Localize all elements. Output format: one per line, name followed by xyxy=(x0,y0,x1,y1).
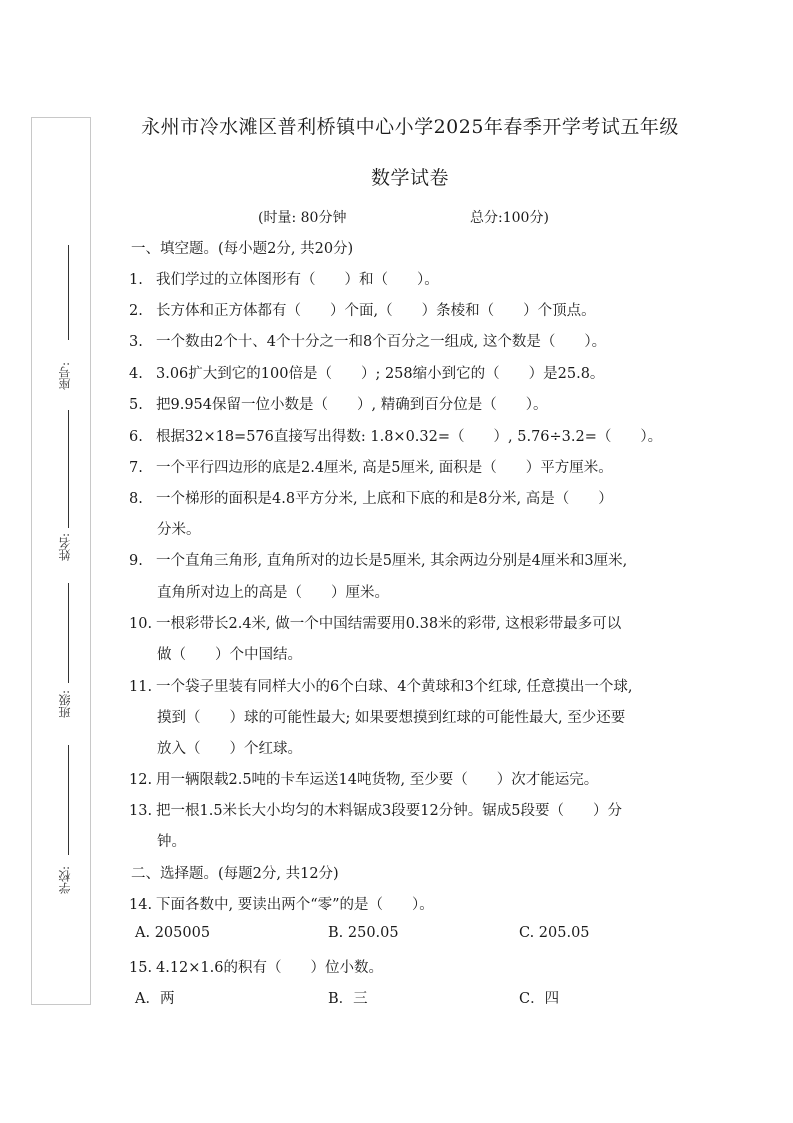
question-text: 一个数由2个十、4个十分之一和8个百分之一组成, 这个数是（ ）。 xyxy=(156,334,607,350)
question-13 xyxy=(129,799,622,820)
seat-line xyxy=(68,245,69,340)
class-label: 班级: xyxy=(58,690,72,719)
question-number: 9. xyxy=(129,553,143,569)
exam-title-line2: 数学试卷 xyxy=(370,167,449,189)
exam-title-line1: 永州市冷水滩区普利桥镇中心小学2025年春季开学考试五年级 xyxy=(141,116,679,138)
question-number: 14. xyxy=(129,897,153,913)
question-10-continued: 做（ ）个中国结。 xyxy=(157,647,302,663)
question-4 xyxy=(129,362,604,383)
total-score: 总分:100分) xyxy=(470,210,549,226)
question-number: 10. xyxy=(129,616,153,632)
question-text: 3.06扩大到它的100倍是（ ）; 258缩小到它的（ ）是25.8。 xyxy=(156,366,605,382)
question-8 xyxy=(129,487,613,508)
question-text: 下面各数中, 要读出两个“零”的是（ ）。 xyxy=(156,897,434,913)
question-3 xyxy=(129,330,606,351)
question-6 xyxy=(129,425,662,446)
question-text: 我们学过的立体图形有（ ）和（ ）。 xyxy=(156,272,439,288)
name-line xyxy=(68,410,69,528)
question-text: 一个梯形的面积是4.8平方分米, 上底和下底的和是8分米, 高是（ ） xyxy=(156,491,613,507)
section-fill-in-heading: 一、填空题。(每小题2分, 共20分) xyxy=(131,241,354,257)
question-5 xyxy=(129,393,547,414)
question-15 xyxy=(129,956,383,977)
question-text: 一个直角三角形, 直角所对的边长是5厘米, 其余两边分别是4厘米和3厘米, xyxy=(156,553,628,569)
seat-label: 座号: xyxy=(58,362,72,391)
question-7 xyxy=(129,456,613,477)
question-number: 1. xyxy=(129,272,143,288)
question-number: 4. xyxy=(129,366,143,382)
question-number: 15. xyxy=(129,960,153,976)
question-8-continued: 分米。 xyxy=(157,522,201,538)
question-text: 把一根1.5米长大小均匀的木料锯成3段要12分钟。锯成5段要（ ）分 xyxy=(156,803,622,819)
section-choice-heading: 二、选择题。(每题2分, 共12分) xyxy=(131,866,339,882)
question-1 xyxy=(129,268,439,289)
question-number: 7. xyxy=(129,460,143,476)
question-9-continued: 直角所对边上的高是（ ）厘米。 xyxy=(157,585,389,601)
q14-option-b: B. 250.05 xyxy=(328,925,399,941)
question-number: 13. xyxy=(129,803,153,819)
question-number: 5. xyxy=(129,397,143,413)
question-11 xyxy=(129,675,633,696)
school-label: 学校: xyxy=(58,866,72,895)
q14-option-c: C. 205.05 xyxy=(519,925,590,941)
question-text: 长方体和正方体都有（ ）个面,（ ）条棱和（ ）个顶点。 xyxy=(156,303,596,319)
question-number: 11. xyxy=(129,679,153,695)
time-limit: (时量: 80分钟 xyxy=(258,210,347,226)
question-text: 一个袋子里装有同样大小的6个白球、4个黄球和3个红球, 任意摸出一个球, xyxy=(156,679,633,695)
question-number: 8. xyxy=(129,491,143,507)
question-text: 4.12×1.6的积有（ ）位小数。 xyxy=(156,960,383,976)
question-text: 一根彩带长2.4米, 做一个中国结需要用0.38米的彩带, 这根彩带最多可以 xyxy=(156,616,622,632)
question-text: 根据32×18=576直接写出得数: 1.8×0.32=（ ）, 5.76÷3.2=（ ）。 xyxy=(156,429,663,445)
q15-option-b: B．三 xyxy=(328,991,368,1007)
question-11-continued: 放入（ ）个红球。 xyxy=(157,741,302,757)
question-number: 6. xyxy=(129,429,143,445)
question-14 xyxy=(129,893,434,914)
question-13-continued: 钟。 xyxy=(157,834,186,850)
q14-option-a: A. 205005 xyxy=(135,925,211,941)
question-11-continued: 摸到（ ）球的可能性最大; 如果要想摸到红球的可能性最大, 至少还要 xyxy=(157,710,626,726)
question-text: 一个平行四边形的底是2.4厘米, 高是5厘米, 面积是（ ）平方厘米。 xyxy=(156,460,613,476)
school-line xyxy=(68,745,69,855)
class-line xyxy=(68,583,69,683)
question-number: 12. xyxy=(129,772,153,788)
question-number: 2. xyxy=(129,303,143,319)
question-2 xyxy=(129,299,596,320)
question-number: 3. xyxy=(129,334,143,350)
question-9 xyxy=(129,549,627,570)
q15-option-c: C．四 xyxy=(519,991,560,1007)
question-12 xyxy=(129,768,598,789)
question-10 xyxy=(129,612,621,633)
question-text: 把9.954保留一位小数是（ ）, 精确到百分位是（ ）。 xyxy=(156,397,548,413)
q15-option-a: A．两 xyxy=(135,991,175,1007)
question-text: 用一辆限载2.5吨的卡车运送14吨货物, 至少要（ ）次才能运完。 xyxy=(156,772,599,788)
name-label: 姓名: xyxy=(58,533,72,562)
